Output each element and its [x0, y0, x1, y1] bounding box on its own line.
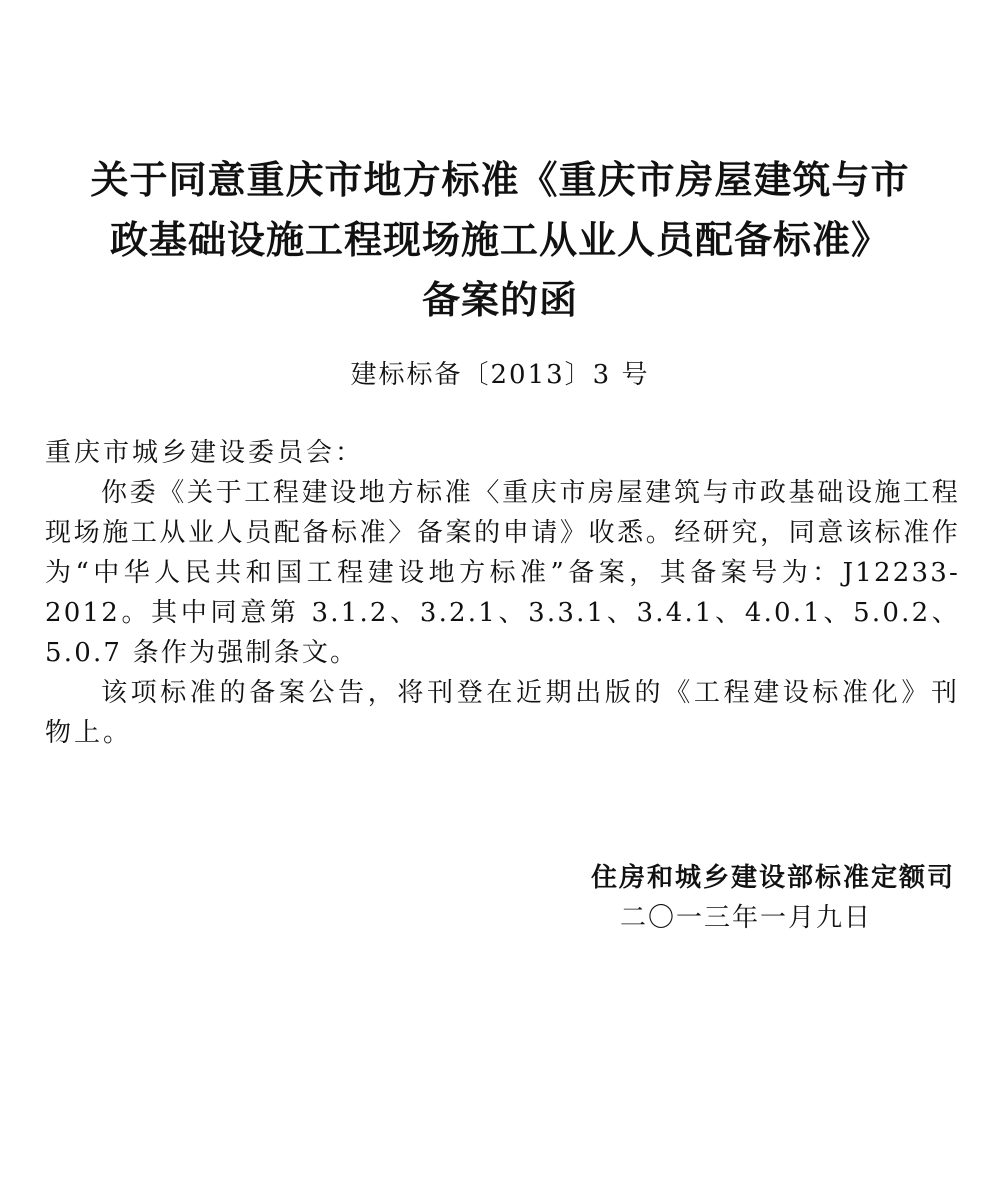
document-title	[40, 150, 960, 330]
addressee: 重庆市城乡建设委员会：	[45, 438, 365, 468]
title-line-3: 备案的函	[421, 278, 578, 322]
document-number: 建标标备〔2013〕3 号	[350, 360, 650, 390]
paragraph-publication: 该项标准的备案公告，将刊登在近期出版的《工程建设标准化》刊物上。	[45, 678, 960, 748]
issue-date: 二〇一三年一月九日	[620, 903, 873, 933]
title-line-1: 关于同意重庆市地方标准《重庆市房屋建筑与市	[90, 158, 910, 202]
title-line-2: 政基础设施工程现场施工从业人员配备标准》	[109, 218, 890, 262]
letter-body	[45, 433, 960, 753]
sender-signature: 住房和城乡建设部标准定额司	[590, 863, 955, 893]
paragraph-approval: 你委《关于工程建设地方标准〈重庆市房屋建筑与市政基础设施工程现场施工从业人员配备标准〉备案的申请》收悉。经研究，同意该标准作为“中华人民共和国工程建设地方标准”备案，其备案号为：J12233-2012。其中同意第 3.1.2、3.2.1、3.3.1、3.4.1、4.0.1、5.0.2、5.0.7 条作为强制条文。	[45, 478, 960, 668]
